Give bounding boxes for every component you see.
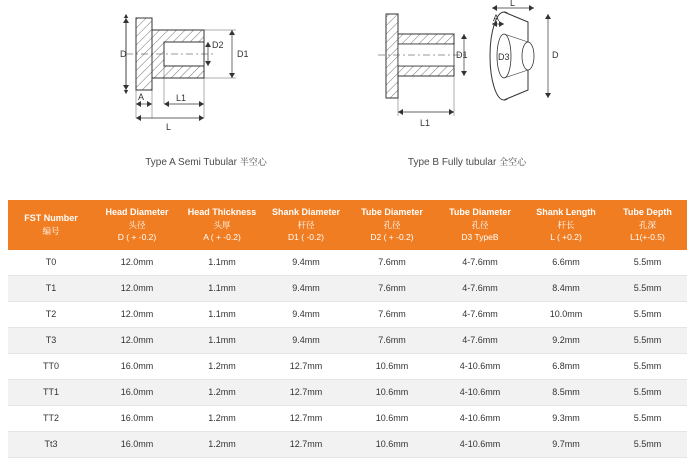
figure-b-title: Type B Fully tubular <box>407 157 497 168</box>
col-shank-length-sub: L ( +0.2) <box>550 232 582 243</box>
col-shank-diameter <box>264 200 348 250</box>
cell-value: 6.8mm <box>524 353 608 379</box>
cell-value: 1.1mm <box>180 327 264 353</box>
drawings-area <box>0 0 695 196</box>
cell-value: 10.6mm <box>348 353 436 379</box>
cell-fst-number: T3 <box>8 327 94 353</box>
col-tube-depth-en: Tube Depth <box>623 207 672 217</box>
cell-value: 7.6mm <box>348 327 436 353</box>
spec-table <box>8 200 687 458</box>
col-shank-diameter-sub: D1 ( -0.2) <box>288 232 324 243</box>
cell-value: 5.5mm <box>608 405 687 431</box>
cell-value: 9.4mm <box>264 301 348 327</box>
cell-value: 8.4mm <box>524 275 608 301</box>
cell-value: 5.5mm <box>608 327 687 353</box>
figure-type-b <box>352 0 582 168</box>
cell-value: 8.5mm <box>524 379 608 405</box>
cell-value: 5.5mm <box>608 250 687 276</box>
col-tube-depth-sub: L1(+-0.5) <box>630 232 665 243</box>
cell-value: 16.0mm <box>94 379 180 405</box>
col-tube-depth-cn: 孔深 <box>638 220 656 231</box>
col-tube-diameter-d3-en: Tube Diameter <box>449 207 511 217</box>
cell-value: 10.0mm <box>524 301 608 327</box>
col-tube-diameter-d2-cn: 孔径 <box>383 220 401 231</box>
cell-value: 4-10.6mm <box>436 405 524 431</box>
figure-type-a <box>96 0 316 168</box>
label-D1-b: D1 <box>456 50 468 60</box>
col-tube-diameter-d3-sub: D3 TypeB <box>461 232 499 243</box>
type-b-drawing <box>352 0 582 150</box>
label-D: D <box>120 49 127 59</box>
cell-value: 12.0mm <box>94 301 180 327</box>
col-head-thickness <box>180 200 264 250</box>
cell-fst-number: Tt3 <box>8 431 94 457</box>
col-head-diameter-sub: D ( + -0.2) <box>117 232 157 243</box>
figure-a-title-cn: 半空心 <box>239 157 267 167</box>
table-row <box>8 275 687 301</box>
table-row <box>8 431 687 457</box>
cell-value: 9.4mm <box>264 275 348 301</box>
figure-a-title: Type A Semi Tubular <box>145 157 237 168</box>
col-shank-length-en: Shank Length <box>536 207 596 217</box>
spec-table-body <box>8 250 687 458</box>
cell-value: 5.5mm <box>608 379 687 405</box>
col-shank-diameter-en: Shank Diameter <box>271 207 341 217</box>
col-head-diameter <box>94 200 180 250</box>
table-row <box>8 250 687 276</box>
cell-value: 1.2mm <box>180 405 264 431</box>
col-tube-diameter-d2-sub: D2 ( + -0.2) <box>370 232 414 243</box>
cell-value: 9.4mm <box>264 327 348 353</box>
label-L: L <box>166 122 172 132</box>
table-row <box>8 379 687 405</box>
label-L1-b: L1 <box>420 118 431 128</box>
label-A: A <box>138 92 145 102</box>
label-D1: D1 <box>237 49 249 59</box>
cell-value: 10.6mm <box>348 405 436 431</box>
cell-value: 4-10.6mm <box>436 353 524 379</box>
col-head-diameter-en: Head Diameter <box>105 207 169 217</box>
col-shank-length <box>524 200 608 250</box>
col-tube-diameter-d2 <box>348 200 436 250</box>
cell-value: 5.5mm <box>608 431 687 457</box>
col-head-diameter-cn: 头径 <box>128 220 146 231</box>
col-head-thickness-sub: A ( + -0.2) <box>203 232 241 243</box>
cell-value: 12.0mm <box>94 327 180 353</box>
header-row <box>8 200 687 250</box>
cell-value: 5.5mm <box>608 301 687 327</box>
cell-fst-number: T0 <box>8 250 94 276</box>
cell-value: 12.0mm <box>94 250 180 276</box>
label-A-b: A <box>493 13 500 23</box>
cell-value: 7.6mm <box>348 275 436 301</box>
cell-value: 1.2mm <box>180 353 264 379</box>
cell-value: 1.2mm <box>180 431 264 457</box>
col-head-thickness-cn: 头厚 <box>213 220 231 231</box>
cell-fst-number: T1 <box>8 275 94 301</box>
figure-b-title-cn: 全空心 <box>499 157 527 167</box>
cell-fst-number: TT2 <box>8 405 94 431</box>
col-tube-depth <box>608 200 687 250</box>
cell-value: 10.6mm <box>348 379 436 405</box>
label-D-b: D <box>552 50 559 60</box>
cell-value: 12.7mm <box>264 405 348 431</box>
spec-table-head <box>8 200 687 250</box>
cell-value: 12.7mm <box>264 353 348 379</box>
cell-value: 4-7.6mm <box>436 275 524 301</box>
cell-value: 4-7.6mm <box>436 250 524 276</box>
col-shank-diameter-cn: 杆径 <box>297 220 315 231</box>
col-tube-diameter-d2-en: Tube Diameter <box>361 207 423 217</box>
type-a-drawing <box>96 0 316 150</box>
cell-value: 7.6mm <box>348 250 436 276</box>
cell-value: 1.2mm <box>180 379 264 405</box>
cell-value: 4-7.6mm <box>436 301 524 327</box>
cell-value: 9.3mm <box>524 405 608 431</box>
table-row <box>8 327 687 353</box>
table-row <box>8 301 687 327</box>
table-row <box>8 405 687 431</box>
cell-fst-number: TT0 <box>8 353 94 379</box>
col-fst-number <box>8 200 94 250</box>
cell-value: 7.6mm <box>348 301 436 327</box>
table-row <box>8 353 687 379</box>
col-head-thickness-en: Head Thickness <box>187 207 257 217</box>
cell-value: 1.1mm <box>180 301 264 327</box>
label-D3: D3 <box>498 52 510 62</box>
label-D2: D2 <box>212 40 224 50</box>
figure-a-caption <box>96 156 316 170</box>
cell-value: 12.7mm <box>264 431 348 457</box>
cell-value: 5.5mm <box>608 353 687 379</box>
cell-value: 4-10.6mm <box>436 379 524 405</box>
label-L-b: L <box>510 0 516 8</box>
cell-fst-number: TT1 <box>8 379 94 405</box>
cell-value: 16.0mm <box>94 405 180 431</box>
label-L1: L1 <box>176 93 187 103</box>
cell-value: 9.2mm <box>524 327 608 353</box>
col-fst-number-cn: 编号 <box>42 226 60 237</box>
col-fst-number-en: FST Number <box>24 213 78 224</box>
cell-value: 1.1mm <box>180 275 264 301</box>
col-tube-diameter-d3 <box>436 200 524 250</box>
cell-value: 12.0mm <box>94 275 180 301</box>
cell-value: 9.7mm <box>524 431 608 457</box>
cell-value: 12.7mm <box>264 379 348 405</box>
figure-b-caption <box>352 156 582 170</box>
cell-value: 4-10.6mm <box>436 431 524 457</box>
cell-value: 4-7.6mm <box>436 327 524 353</box>
cell-value: 10.6mm <box>348 431 436 457</box>
cell-value: 1.1mm <box>180 250 264 276</box>
cell-value: 9.4mm <box>264 250 348 276</box>
cell-value: 5.5mm <box>608 275 687 301</box>
cell-value: 16.0mm <box>94 431 180 457</box>
cell-fst-number: T2 <box>8 301 94 327</box>
cell-value: 6.6mm <box>524 250 608 276</box>
cell-value: 16.0mm <box>94 353 180 379</box>
col-tube-diameter-d3-cn: 孔径 <box>471 220 489 231</box>
col-shank-length-cn: 杆长 <box>557 220 575 231</box>
